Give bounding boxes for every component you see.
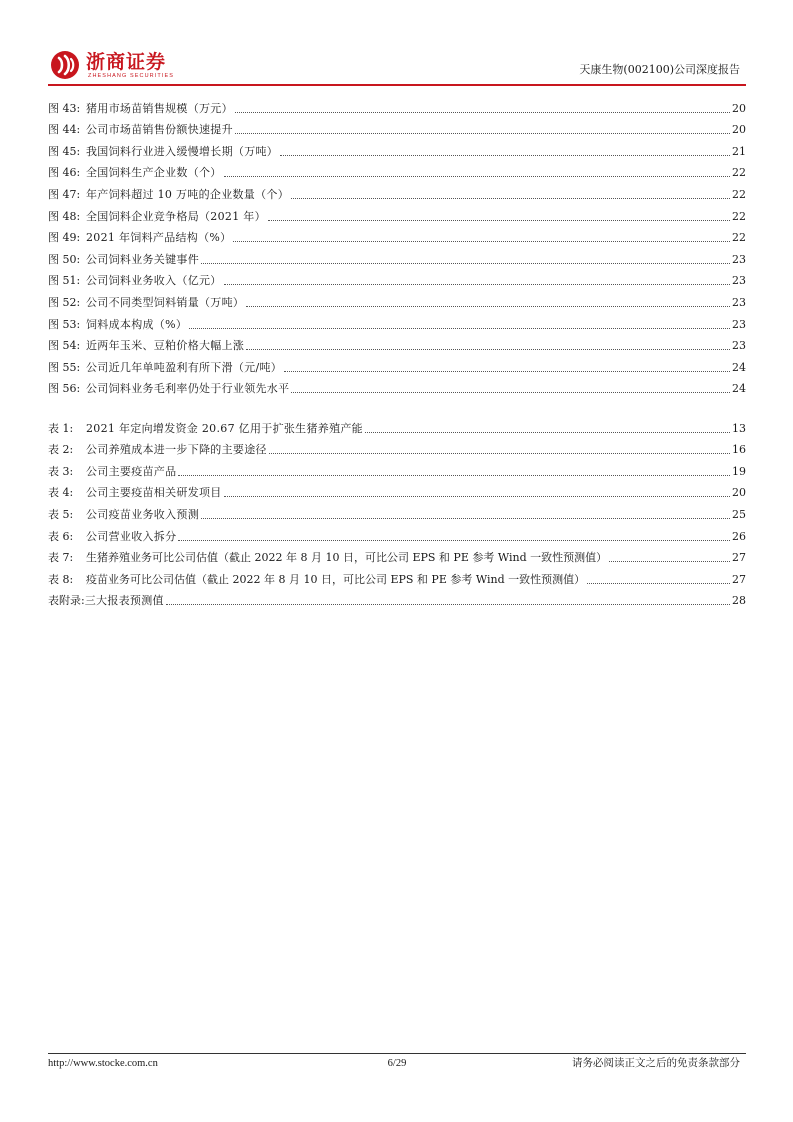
toc-label: 表 2:: [48, 443, 74, 457]
toc-row[interactable]: [48, 310, 746, 332]
footer-divider: [48, 1053, 746, 1054]
toc-label: 图 56:: [48, 382, 81, 396]
disclaimer-note: 请务必阅读正文之后的免责条款部分: [572, 1057, 740, 1069]
table-list: [48, 414, 746, 608]
toc-title: 饲料成本构成（%）: [86, 317, 188, 331]
toc-label: 图 53:: [48, 317, 81, 331]
toc-page: 23: [732, 317, 746, 331]
toc-row[interactable]: [48, 202, 746, 224]
toc-label: 图 43:: [48, 101, 81, 115]
toc-leader: [178, 475, 730, 476]
toc-title: 近两年玉米、豆粕价格大幅上涨: [86, 339, 245, 353]
toc-label: 图 51:: [48, 274, 81, 288]
report-title: 天康生物(002100)公司深度报告: [579, 63, 740, 76]
toc-row[interactable]: [48, 137, 746, 159]
zheshang-logo-icon: [50, 50, 80, 80]
toc-page: 22: [732, 209, 746, 223]
toc-leader: [269, 453, 730, 454]
toc-leader: [365, 432, 730, 433]
toc-page: 20: [732, 123, 746, 137]
toc-row[interactable]: [48, 267, 746, 289]
logo-text: 浙商证券: [86, 51, 167, 73]
toc-page: 27: [732, 572, 746, 586]
toc-page: 26: [732, 529, 746, 543]
toc-leader: [280, 155, 730, 156]
toc-row[interactable]: [48, 522, 746, 544]
toc-page: 22: [732, 187, 746, 201]
toc-title: 全国饲料企业竞争格局（2021 年）: [86, 209, 266, 223]
toc-label: 表 8:: [48, 572, 74, 586]
toc-leader: [224, 176, 730, 177]
toc-leader: [246, 306, 730, 307]
toc-row[interactable]: [48, 245, 746, 267]
toc-title: 生猪养殖业务可比公司估值（截止 2022 年 8 月 10 日，可比公司 EPS 和 PE 参考 Wind 一致性预测值）: [86, 551, 608, 565]
figure-list: [48, 94, 746, 396]
toc-title: 公司饲料业务关键事件: [86, 252, 199, 266]
toc-leader: [235, 112, 730, 113]
toc-leader: [201, 263, 730, 264]
toc-title: 公司主要疫苗产品: [86, 464, 177, 478]
toc-label: 表 5:: [48, 507, 74, 521]
toc-row[interactable]: [48, 479, 746, 501]
toc-title: 公司饲料业务毛利率仍处于行业领先水平: [86, 382, 290, 396]
toc-title: 2021 年定向增发资金 20.67 亿用于扩张生猪养殖产能: [86, 421, 363, 435]
website-link[interactable]: http://www.stocke.com.cn: [48, 1058, 158, 1069]
toc-title: 全国饲料生产企业数（个）: [86, 166, 222, 180]
toc-label: 图 50:: [48, 252, 81, 266]
toc-leader: [291, 392, 730, 393]
toc-leader: [178, 540, 730, 541]
toc-page: 22: [732, 166, 746, 180]
toc-row[interactable]: [48, 587, 746, 609]
toc-title: 公司养殖成本进一步下降的主要途径: [86, 443, 267, 457]
toc-row[interactable]: [48, 375, 746, 397]
toc-page: 23: [732, 252, 746, 266]
toc-row[interactable]: [48, 353, 746, 375]
toc-leader: [587, 583, 730, 584]
toc-leader: [246, 349, 730, 350]
toc-label: 图 48:: [48, 209, 81, 223]
toc-title: 三大报表预测值: [84, 594, 164, 608]
toc-page: 28: [732, 594, 746, 608]
toc-page: 20: [732, 101, 746, 115]
toc-row[interactable]: [48, 180, 746, 202]
toc-leader: [233, 241, 730, 242]
toc-leader: [609, 561, 730, 562]
toc-label: 图 54:: [48, 339, 81, 353]
toc-title: 我国饲料行业进入缓慢增长期（万吨）: [86, 144, 279, 158]
toc-title: 公司主要疫苗相关研发项目: [86, 486, 222, 500]
toc-page: 22: [732, 231, 746, 245]
toc-title: 疫苗业务可比公司估值（截止 2022 年 8 月 10 日，可比公司 EPS 和 PE 参考 Wind 一致性预测值）: [86, 572, 586, 586]
toc-row[interactable]: [48, 500, 746, 522]
logo-subtext: ZHESHANG SECURITIES: [88, 73, 174, 79]
toc-page: 20: [732, 486, 746, 500]
toc-leader: [189, 328, 730, 329]
toc-title: 公司不同类型饲料销量（万吨）: [86, 295, 245, 309]
toc-leader: [291, 198, 730, 199]
toc-page: 23: [732, 274, 746, 288]
toc-label: 图 49:: [48, 231, 81, 245]
toc-label: 表 6:: [48, 529, 74, 543]
toc-page: 27: [732, 551, 746, 565]
toc-title: 公司疫苗业务收入预测: [86, 507, 199, 521]
toc-row[interactable]: [48, 436, 746, 458]
toc-label: 表 3:: [48, 464, 74, 478]
toc-page: 16: [732, 443, 746, 457]
toc-leader: [224, 284, 730, 285]
toc-page: 24: [732, 360, 746, 374]
toc-label: 表 7:: [48, 551, 74, 565]
toc-leader: [201, 518, 730, 519]
toc-row[interactable]: [48, 544, 746, 566]
toc-label: 图 46:: [48, 166, 81, 180]
toc-label: 图 52:: [48, 295, 81, 309]
toc-leader: [235, 133, 730, 134]
page-header: [48, 50, 746, 84]
toc-row[interactable]: [48, 288, 746, 310]
toc-title: 年产饲料超过 10 万吨的企业数量（个）: [86, 187, 289, 201]
page-number: 6/29: [387, 1058, 407, 1069]
toc-row[interactable]: [48, 457, 746, 479]
toc-page: 19: [732, 464, 746, 478]
toc-leader: [268, 220, 730, 221]
toc-page: 25: [732, 507, 746, 521]
toc-row[interactable]: [48, 94, 746, 116]
toc-title: 公司饲料业务收入（亿元）: [86, 274, 222, 288]
toc-page: 21: [732, 144, 746, 158]
toc-page: 23: [732, 295, 746, 309]
toc-row[interactable]: [48, 116, 746, 138]
toc-label: 图 47:: [48, 187, 81, 201]
toc-row[interactable]: [48, 414, 746, 436]
toc-label: 表附录:: [48, 594, 85, 608]
toc-title: 公司近几年单吨盈利有所下滑（元/吨）: [86, 360, 283, 374]
toc-row[interactable]: [48, 332, 746, 354]
toc-title: 2021 年饲料产品结构（%）: [86, 231, 232, 245]
toc-row[interactable]: [48, 565, 746, 587]
toc-label: 图 55:: [48, 360, 81, 374]
toc-leader: [166, 604, 730, 605]
toc-page: 24: [732, 382, 746, 396]
toc-leader: [284, 371, 730, 372]
toc-label: 表 4:: [48, 486, 74, 500]
toc-page: 23: [732, 339, 746, 353]
toc-leader: [224, 496, 730, 497]
toc-title: 猪用市场苗销售规模（万元）: [86, 101, 233, 115]
toc-row[interactable]: [48, 224, 746, 246]
toc-label: 图 45:: [48, 144, 81, 158]
toc-title: 公司市场苗销售份额快速提升: [86, 123, 233, 137]
header-divider: [48, 84, 746, 86]
toc-title: 公司营业收入拆分: [86, 529, 177, 543]
toc-row[interactable]: [48, 159, 746, 181]
toc-label: 图 44:: [48, 123, 81, 137]
toc-page: 13: [732, 421, 746, 435]
toc-label: 表 1:: [48, 421, 74, 435]
